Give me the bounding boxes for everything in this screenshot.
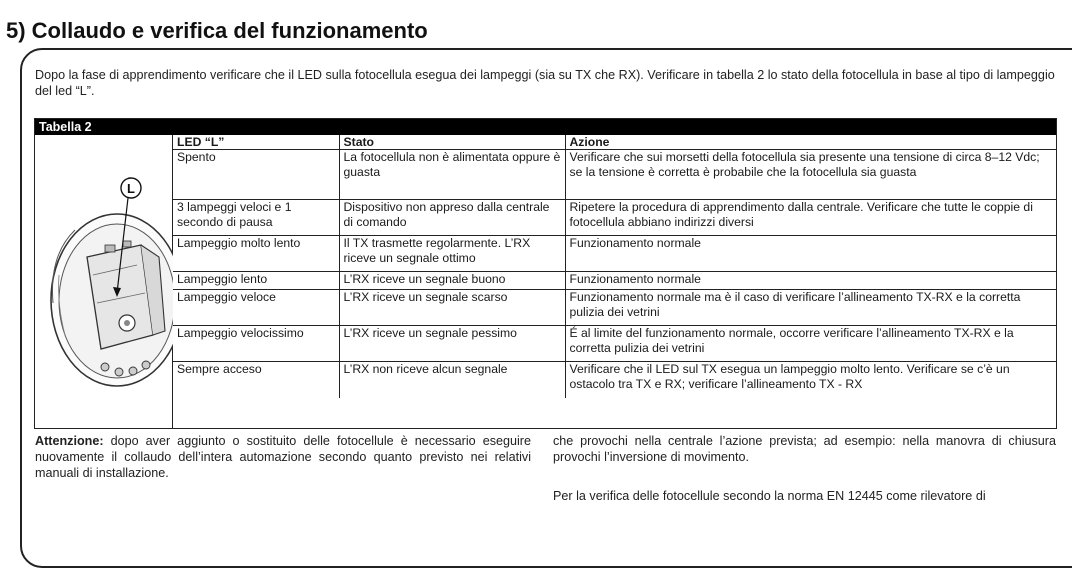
intro-paragraph: Dopo la fase di apprendimento verificare che il LED sulla fotocellula esegua dei lampeggi (sia su TX che RX). Verificare in tabella 2 lo stato della fotocellula in base al tipo di lampeggio del led “L”. — [35, 68, 1055, 98]
table-row — [173, 236, 1056, 272]
table-2 — [34, 118, 1057, 429]
cell-led: Lampeggio velocissimo — [173, 326, 339, 362]
status-table — [173, 135, 1056, 398]
cell-stato: L’RX riceve un segnale pessimo — [339, 326, 565, 362]
cell-led: Lampeggio veloce — [173, 290, 339, 326]
cell-stato: Il TX trasmette regolarmente. L’RX riceve un segnale ottimo — [339, 236, 565, 272]
cell-stato: L’RX riceve un segnale buono — [339, 272, 565, 290]
cell-azione: Verificare che sui morsetti della fotocellula sia presente una tensione di circa 8–12 Vdc; se la tensione è corretta è probabile che la fotocellula sia guasta — [565, 150, 1056, 200]
col-header-azione: Azione — [565, 135, 1056, 150]
attention-text: dopo aver aggiunto o sostituito delle fotocellule è necessario eseguire nuovamente il collaudo dell’intera automazione secondo quanto previsto nei relativi manuali di installazione. — [35, 434, 531, 480]
table-header-row — [173, 135, 1056, 150]
col-header-led: LED “L” — [173, 135, 339, 150]
cell-azione: Funzionamento normale — [565, 272, 1056, 290]
table-row — [173, 200, 1056, 236]
cell-stato: Dispositivo non appreso dalla centrale di comando — [339, 200, 565, 236]
right-column-paragraph: che provochi nella centrale l’azione prevista; ad esempio: nella manovra di chiusura provochi l’inversione di movimento. — [553, 434, 1056, 464]
photocell-illustration — [35, 135, 173, 428]
right-column-paragraph-cut: Per la verifica delle fotocellule secondo la norma EN 12445 come rilevatore di — [553, 489, 986, 503]
photocell-drawing-icon — [35, 135, 173, 428]
col-header-stato: Stato — [339, 135, 565, 150]
cell-led: Spento — [173, 150, 339, 200]
cell-azione: Verificare che il LED sul TX esegua un lampeggio molto lento. Verificare se c’è un ostacolo tra TX e RX; verificare l’allineamento TX - RX — [565, 362, 1056, 398]
cell-led: Lampeggio molto lento — [173, 236, 339, 272]
cell-azione: Funzionamento normale ma è il caso di verificare l’allineamento TX-RX e la corretta pulizia dei vetrini — [565, 290, 1056, 326]
table-row — [173, 326, 1056, 362]
cell-stato: L’RX non riceve alcun segnale — [339, 362, 565, 398]
cell-azione: Funzionamento normale — [565, 236, 1056, 272]
cell-azione: Ripetere la procedura di apprendimento dalla centrale. Verificare che tutte le coppie di fotocellula abbiano indirizzi diversi — [565, 200, 1056, 236]
attention-label: Attenzione: — [35, 434, 104, 448]
callout-label: L — [127, 181, 135, 196]
table-title: Tabella 2 — [35, 119, 1056, 135]
cell-azione: É al limite del funzionamento normale, occorre verificare l’allineamento TX-RX e la corretta pulizia dei vetrini — [565, 326, 1056, 362]
cell-stato: L’RX riceve un segnale scarso — [339, 290, 565, 326]
table-row — [173, 272, 1056, 290]
cell-led: 3 lampeggi veloci e 1 secondo di pausa — [173, 200, 339, 236]
table-row — [173, 362, 1056, 398]
cell-stato: La fotocellula non è alimentata oppure è guasta — [339, 150, 565, 200]
table-body — [35, 135, 1056, 428]
cell-led: Sempre acceso — [173, 362, 339, 398]
section-heading: 5) Collaudo e verifica del funzionamento — [6, 18, 428, 43]
table-row — [173, 290, 1056, 326]
cell-led: Lampeggio lento — [173, 272, 339, 290]
attention-note — [35, 433, 531, 481]
table-row — [173, 150, 1056, 200]
